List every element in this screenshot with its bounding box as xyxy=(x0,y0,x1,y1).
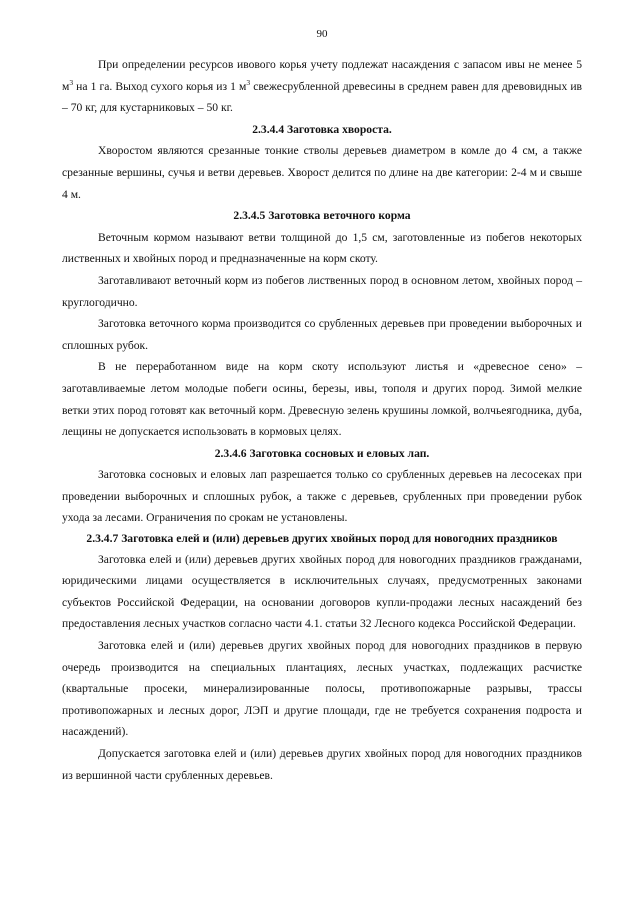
paragraph-twig-fodder-usage: В не переработанном виде на корм скоту используют листья и «древесное сено» – заготавливаемые летом молодые побеги осины, березы, ивы, тополя и других пород. Зимой мелкие ветки этих пород готовят как веточный корм. Древесную зелень крушины ломкой, волчьеягодника, дуба, лещины не допускается использовать в кормовых целях. xyxy=(62,360,582,439)
paragraph-twig-fodder-season: Заготавливают веточный корм из побегов лиственных пород в основном летом, хвойных пород – круглогодично. xyxy=(62,273,582,309)
paragraph-pine-spruce-branches: Заготовка сосновых и еловых лап разрешается только со срубленных деревьев на лесосеках при проведении выборочных и сплошных рубок, а также с деревьев, срубленных при проведении рубок ухода за лесами. Ограничения по срокам не установлены. xyxy=(62,468,582,525)
section-heading-christmas-trees: 2.3.4.7 Заготовка елей и (или) деревьев других хвойных пород для новогодних праздников xyxy=(86,532,558,546)
section-heading-twig-fodder: 2.3.4.5 Заготовка веточного корма xyxy=(233,209,411,223)
text-run: на 1 га. Выход сухого корья из 1 м xyxy=(73,79,247,93)
paragraph-brushwood-definition: Хворостом являются срезанные тонкие стволы деревьев диаметром в комле до 4 см, а также срезанные вершины, сучья и ветви деревьев. Хворост делится по длине на две категории: 2-4 м и свыше 4 м. xyxy=(62,144,582,201)
section-heading-pine-spruce-branches: 2.3.4.6 Заготовка сосновых и еловых лап. xyxy=(214,446,430,460)
paragraph-christmas-trees-priority: Заготовка елей и (или) деревьев других хвойных пород для новогодних праздников в первую очередь производится на специальных плантациях, лесных участках, подлежащих расчистке (квартальные просеки, минерализированные полосы, противопожарные разрывы, трассы противопожарных и лесных дорог, ЛЭП и другие площади, где не требуется сохранения подроста и насаждений). xyxy=(62,638,582,739)
paragraph-christmas-trees-legal: Заготовка елей и (или) деревьев других хвойных пород для новогодних праздников гражданами, юридическими лицами осуществляется в исключительных случаях, предусмотренных законами субъектов Российской Федерации, на основании договоров купли-продажи лесных насаждений без предоставления лесных участков согласно части 4.1. статьи 32 Лесного кодекса Российской Федерации. xyxy=(62,552,582,631)
paragraph-willow-bark-resources xyxy=(62,54,582,119)
superscript: 3 xyxy=(246,77,251,87)
text-run: свежесрубленной древесины в среднем равен для древовидных ив – 70 кг, для кустарниковых – 50 кг. xyxy=(62,79,583,115)
paragraph-twig-fodder-source: Заготовка веточного корма производится со срубленных деревьев при проведении выборочных и сплошных рубок. xyxy=(62,317,582,352)
superscript: 3 xyxy=(69,77,74,87)
paragraph-twig-fodder-definition: Веточным кормом называют ветви толщиной до 1,5 см, заготовленные из побегов некоторых лиственных и хвойных пород и предназначенные на корм скоту. xyxy=(62,230,582,266)
section-heading-brushwood: 2.3.4.4 Заготовка хвороста. xyxy=(252,122,392,136)
paragraph-christmas-trees-tops: Допускается заготовка елей и (или) деревьев других хвойных пород для новогодних праздников из вершинной части срубленных деревьев. xyxy=(62,746,582,782)
text-run: При определении ресурсов ивового корья учету подлежат насаждения с запасом ивы не менее 5 м xyxy=(62,58,582,93)
page-number: 90 xyxy=(316,28,328,40)
